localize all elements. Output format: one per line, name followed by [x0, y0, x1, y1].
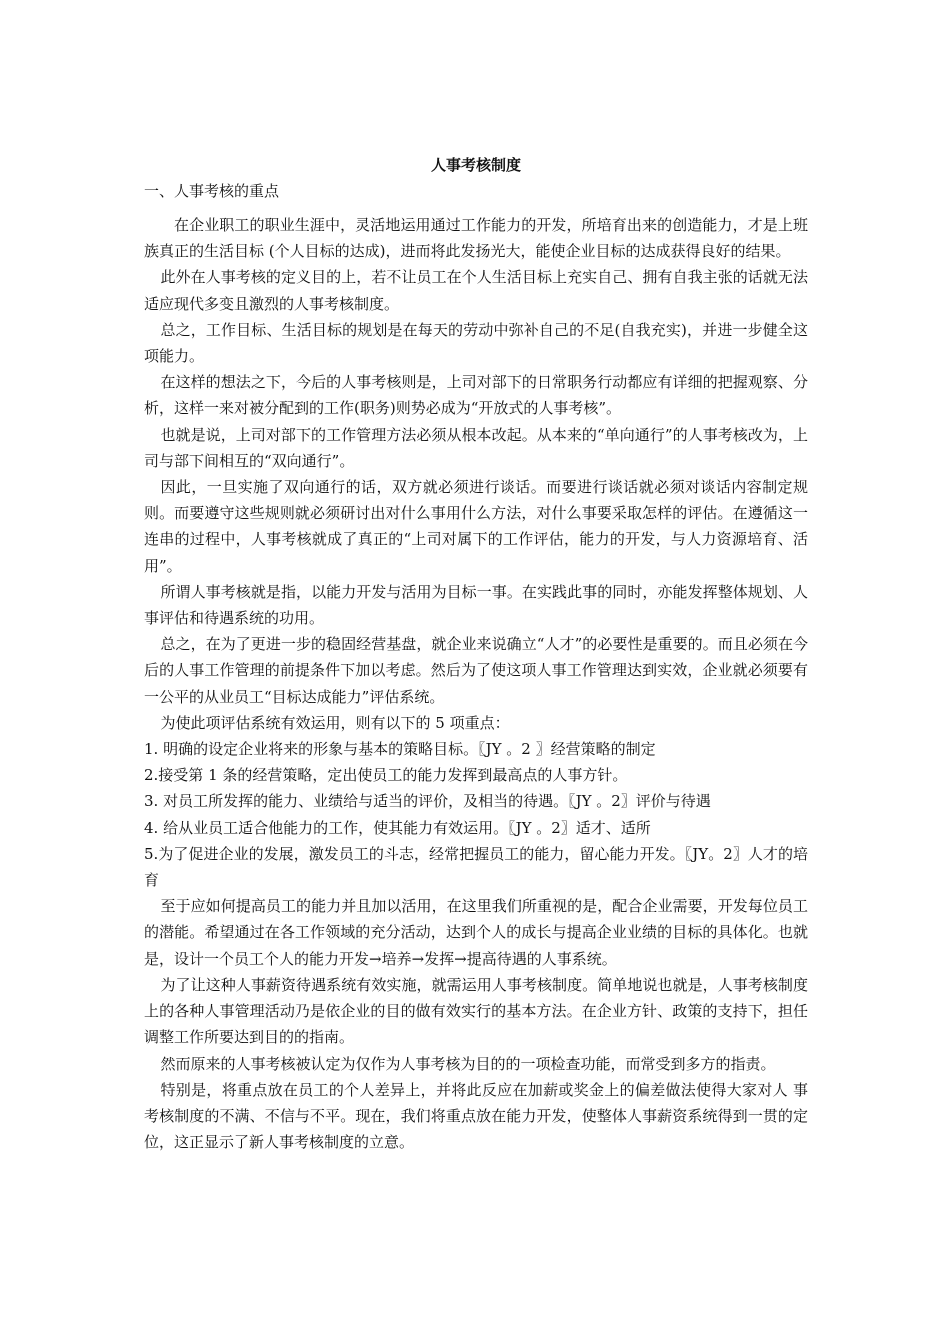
paragraph: 特别是，将重点放在员工的个人差异上，并将此反应在加薪或奖金上的偏差做法使得大家对人 事考核制度的不满、不信与不平。现在，我们将重点放在能力开发，使整体人事薪资系统得到一贯的定位，这正显示了新人事考核制度的立意。	[144, 1080, 808, 1152]
paragraph: 此外在人事考核的定义目的上，若不让员工在个人生活目标上充实自己、拥有自我主张的话就无法适应现代多变且激烈的人事考核制度。	[144, 268, 808, 313]
list-item: 3. 对员工所发挥的能力、业绩给与适当的评价，及相当的待遇。〖JY 。2〗评价与待遇	[144, 792, 711, 811]
paragraph: 然而原来的人事考核被认定为仅作为人事考核为目的的一项检查功能，而常受到多方的指责。	[160, 1054, 776, 1073]
document-title: 人事考核制度	[430, 156, 521, 174]
list-item: 4. 给从业员工适合他能力的工作，使其能力有效运用。〖JY 。2〗适才、适所	[144, 818, 651, 837]
paragraph: 在这样的想法之下，今后的人事考核则是，上司对部下的日常职务行动都应有详细的把握观察、分析，这样一来对被分配到的工作(职务)则势必成为“开放式的人事考核”。	[144, 373, 808, 418]
list-item: 5.为了促进企业的发展，激发员工的斗志，经常把握员工的能力，留心能力开发。〖JY。2〗人才的培育	[144, 844, 808, 890]
paragraph: 至于应如何提高员工的能力并且加以活用，在这里我们所重视的是，配合企业需要，开发每位员工的潜能。希望通过在各工作领域的充分活动，达到个人的成长与提高企业业绩的目标的具体化。也就是，设计一个员工个人的能力开发→培养→发挥→提高待遇的人事系统。	[144, 897, 808, 968]
paragraph: 总之，工作目标、生活目标的规划是在每天的劳动中弥补自己的不足(自我充实)，并进一步健全这项能力。	[144, 320, 808, 366]
paragraph: 也就是说，上司对部下的工作管理方法必须从根本改起。从本来的“单向通行”的人事考核改为，上司与部下间相互的“双向通行”。	[144, 425, 808, 470]
section-heading: 一、人事考核的重点	[144, 182, 280, 200]
paragraph: 因此，一旦实施了双向通行的话，双方就必须进行谈话。而要进行谈话就必须对谈话内容制定规则。而要遵守这些规则就必须研讨出对什么事用什么方法，对什么事要采取怎样的评估。在遵循这一连串的过程中，人事考核就成了真正的“上司对属下的工作评估，能力的开发，与人力资源培育、活用”。	[144, 478, 808, 575]
document-body	[144, 212, 808, 1155]
list-item: 2.接受第 1 条的经营策略，定出使员工的能力发挥到最高点的人事方针。	[144, 766, 628, 785]
paragraph: 所谓人事考核就是指，以能力开发与活用为目标一事。在实践此事的同时，亦能发挥整体规划、人事评估和待遇系统的功用。	[144, 582, 808, 628]
list-item: 1. 明确的设定企业将来的形象与基本的策略目标。〖JY 。2 〗经营策略的制定	[144, 740, 656, 759]
paragraph: 总之，在为了更进一步的稳固经营基盘，就企业来说确立“人才”的必要性是重要的。而且必须在今后的人事工作管理的前提条件下加以考虑。然后为了使这项人事工作管理达到实效，企业就必须要有一公平的从业员工“目标达成能力”评估系统。	[144, 635, 808, 706]
paragraph: 为了让这种人事薪资待遇系统有效实施，就需运用人事考核制度。简单地说也就是，人事考核制度上的各种人事管理活动乃是依企业的目的做有效实行的基本方法。在企业方针、政策的支持下，担任调整工作所要达到目的的指南。	[144, 975, 808, 1047]
paragraph: 为使此项评估系统有效运用，则有以下的 5 项重点：	[160, 713, 510, 732]
paragraph: 在企业职工的职业生涯中，灵活地运用通过工作能力的开发，所培育出来的创造能力，才是上班族真正的生活目标 (个人目标的达成)，进而将此发扬光大，能使企业目标的达成获得良好的结果。	[144, 216, 808, 261]
